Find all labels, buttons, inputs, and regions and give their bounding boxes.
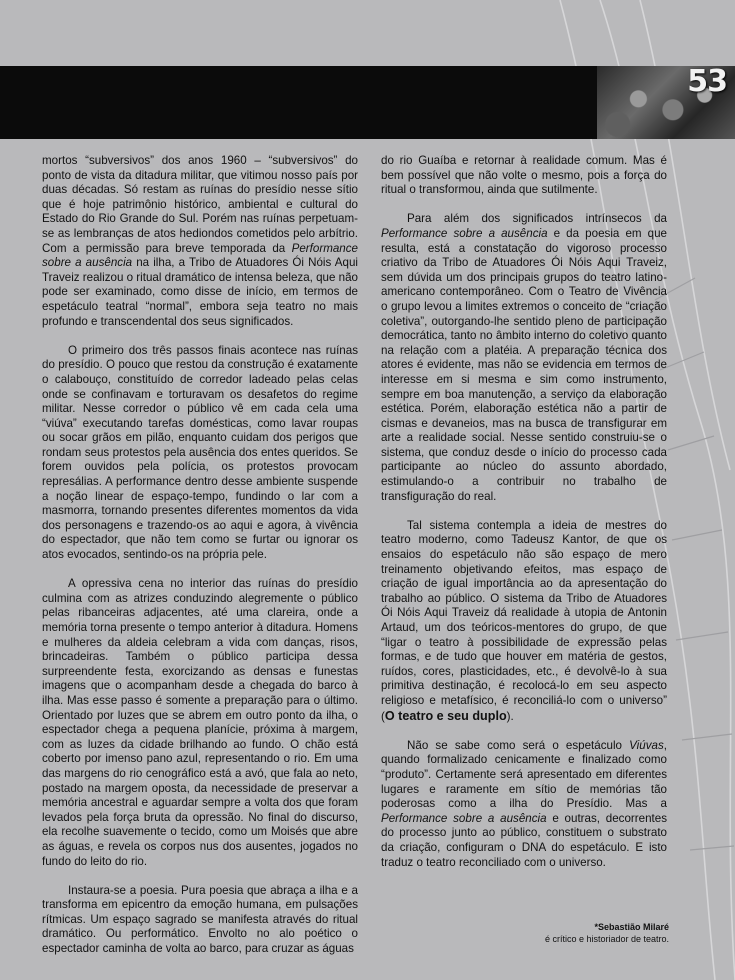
left-column xyxy=(42,154,358,957)
page-number: 53 xyxy=(687,66,727,99)
author-credit xyxy=(545,921,669,945)
author-role: é crítico e historiador de teatro. xyxy=(544,934,669,944)
paragraph: do rio Guaíba e retornar à realidade comum. Mas é bem possível que não volte o mesmo, pois a força do ritual o transformou, ainda que sutilmente. xyxy=(381,154,667,197)
paragraph: O primeiro dos três passos finais acontece nas ruínas do presídio. O pouco que restou da construção é exatamente o calabouço, constituído de corredor ladeado pelas celas onde se confinavam e torturavam os desafetos do regime militar. Nesse corredor o público vê em cada cela uma “viúva” executando tarefas domésticas, como lavar roupas ou socar grãos em pilão, enquanto cuidam dos perigos que rondam seus protestos pela ausência dos entes queridos. Se forem ouvidos pela polícia, os protestos provocam represálias. A performance dentro desse ambiente suspende a noção linear de espaço-tempo, fundindo o lar com a masmorra, tornando presentes diferentes momentos da vida dos personagens e trazendo-os ao aqui e agora, à vivência do espectador, que não tem como se furtar ou ignorar os atos evocados, sentindo-os na própria pele. xyxy=(42,343,358,562)
paragraph: mortos “subversivos” dos anos 1960 – “subversivos” do ponto de vista da ditadura militar, que vitimou nosso país por duas décadas. Só restam as ruínas do presídio nesse sítio que é hoje patrimônio histórico, ambiental e cultural do Estado do Rio Grande do Sul. Porém nas ruínas perpetuam-se as lembranças de atos hediondos cometidos pelo arbítrio. Com a permissão para breve temporada da Performance sobre a ausência na ilha, a Tribo de Atuadores Ói Nóis Aqui Traveiz realizou o ritual dramático de intensa beleza, que não pode ser examinado, como disse de início, em termos de espetáculo teatral “normal”, embora seja teatro no mais profundo e transcendental dos seus significados. xyxy=(42,154,359,328)
paragraph: Instaura-se a poesia. Pura poesia que abraça a ilha e a transforma em epicentro da emoção humana, em pulsações rítmicas. Um espaço sagrado se manifesta através do ritual dramático. Ou performático. Envolto no alo poético o espectador caminha de volta ao barco, para cruzar as águas xyxy=(42,883,358,956)
paragraph: Para além dos significados intrínsecos da Performance sobre a ausência e da poesia em que resulta, está a constatação do vigoroso processo criativo da Tribo de Atuadores Ói Nóis Aqui Traveiz, sem dúvida um dos principais grupos do teatro latino-americano contemporâneo. Com o Teatro de Vivência o grupo levou a limites extremos o conceito de “criação coletiva”, outorgando-lhe sentido pleno de participação democrática, tanto no âmbito interno do coletivo quanto na relação com a platéia. A preparação técnica dos atores é evidente, mas não se evidencia em termos de interesse em si mesma e sim como instrumento, sempre em boa manutenção, a serviço da elaboração estética. Porém, elaboração estética não a partir de cismas e devaneios, mas na busca de transfigurar em arte a realidade social. Nesse sentido construiu-se o sistema, que conduz desde o início do processo cada participante ao núcleo do assunto abordado, estimulando-o a contribuir no trabalho de transfiguração do real. xyxy=(381,212,667,503)
author-name: *Sebastião Milaré xyxy=(594,922,669,932)
paragraph: Tal sistema contempla a ideia de mestres do teatro moderno, como Tadeusz Kantor, de que os ensaios do espetáculo não são espaço de mero treinamento objetivando efeitos, mas espaço de criação de igual importância ao da apresentação do trabalho ao público. O sistema da Tribo de Atuadores Ói Nóis Aqui Traveiz dá realidade à utopia de Antonin Artaud, um dos teóricos-mentores do grupo, de que “ligar o teatro à possibilidade de expressão pelas formas, e de tudo que houver em matéria de gestos, ruídos, cores, plasticidades, etc., é devolvê-lo à sua primitiva destinação, é recolocá-lo em seu aspecto religioso e metafísico, é reconciliá-lo com o universo” (O teatro e seu duplo). xyxy=(381,518,667,723)
paragraph: A opressiva cena no interior das ruínas do presídio culmina com as atrizes conduzindo alegremente o público pelas ribanceiras adjacentes, até uma clareira, onde a memória torna presente o tempo anterior à ditadura. Homens e mulheres da aldeia celebram a vida com danças, risos, brincadeiras. Também o público participa dessa surpreendente festa, exorcizando as densas e funestas imagens que o acompanham desde a chegada do barco à ilha. Mas esse passo é somente a preparação para o último. Orientado por luzes que se abrem em outro ponto da ilha, o espectador chega a pequena planície, próxima à margem, com as luzes da cidade brilhando ao fundo. O chão está coberto por imenso pano azul, representando o rio. Em uma das margens do rio cenográfico está a avó, que fala ao neto, postado na margem oposta, da necessidade de preservar a memória ancestral e aguardar sempre a volta dos que foram levados pela força bruta da opressão. No final do discurso, ela recolhe suavemente o tecido, como um Moisés que abre as águas, e revela os corpos nus dos ausentes, jogados no fundo do leito do rio. xyxy=(42,577,358,868)
book-title: O teatro e seu duplo xyxy=(384,708,507,723)
right-column xyxy=(381,154,667,870)
header-photo xyxy=(597,66,735,139)
paragraph: Não se sabe como será o espetáculo Viúvas, quando formalizado cenicamente e finalizado como “produto”. Certamente será apresentado em diferentes lugares e raramente em sítio de memórias tão poderosas como a ilha do Presídio. Mas a Performance sobre a ausência e outras, decorrentes do processo junto ao público, constituem o substrato da criação, configuram o DNA do espetáculo. E isto traduz o teatro reconciliado com o universo. xyxy=(381,738,667,869)
